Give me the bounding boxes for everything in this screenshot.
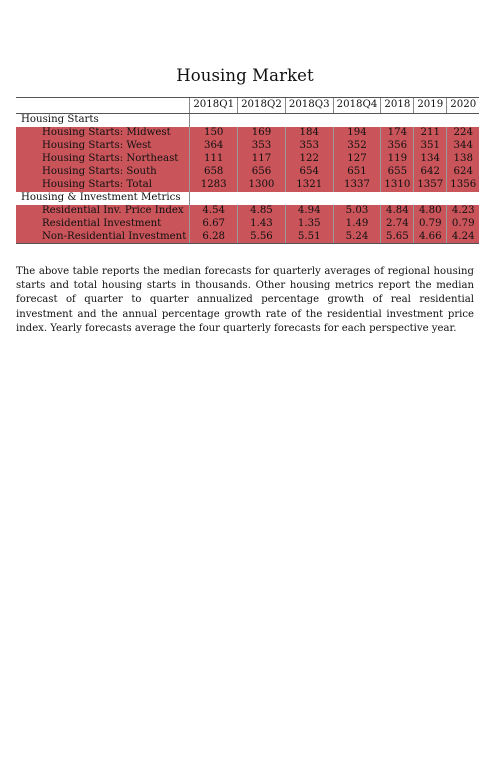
- group-row: [16, 114, 479, 127]
- table-cell: 655: [381, 166, 414, 179]
- column-header: 2018Q4: [333, 98, 381, 114]
- table-cell: 4.94: [285, 205, 333, 218]
- group-label: Housing Starts: [16, 114, 190, 127]
- table-cell: 4.84: [381, 205, 414, 218]
- table-cell: 1357: [414, 179, 447, 192]
- table-row: [16, 179, 479, 192]
- table-cell: 127: [333, 153, 381, 166]
- row-label: Housing Starts: Midwest: [16, 127, 190, 140]
- table-body: [16, 114, 479, 244]
- table-cell: 169: [238, 127, 286, 140]
- table-cell: 174: [381, 127, 414, 140]
- table-title: Housing Market: [176, 66, 314, 85]
- table-cell: 1310: [381, 179, 414, 192]
- table-cell: 4.23: [447, 205, 479, 218]
- table-cell: 356: [381, 140, 414, 153]
- table-cell: 134: [414, 153, 447, 166]
- table-row: [16, 140, 479, 153]
- table-cell: 1321: [285, 179, 333, 192]
- table-cell: 4.85: [238, 205, 286, 218]
- row-label: Housing Starts: West: [16, 140, 190, 153]
- group-label: Housing & Investment Metrics: [16, 192, 190, 205]
- table-cell: 2.74: [381, 218, 414, 231]
- table-cell: 1283: [190, 179, 238, 192]
- table-cell: 6.67: [190, 218, 238, 231]
- table-cell: 1337: [333, 179, 381, 192]
- table-cell: 654: [285, 166, 333, 179]
- table-cell: 1300: [238, 179, 286, 192]
- column-header: 2019: [414, 98, 447, 114]
- table-cell: 353: [238, 140, 286, 153]
- table-row: [16, 231, 479, 244]
- table-cell: 353: [285, 140, 333, 153]
- table-row: [16, 218, 479, 231]
- header-row: [16, 98, 479, 114]
- table-cell: 150: [190, 127, 238, 140]
- table-cell: 5.03: [333, 205, 381, 218]
- table-cell: 119: [381, 153, 414, 166]
- table-cell: 1.49: [333, 218, 381, 231]
- table-cell: 364: [190, 140, 238, 153]
- group-row: [16, 192, 479, 205]
- table-cell: 111: [190, 153, 238, 166]
- table-row: [16, 127, 479, 140]
- table-cell: 122: [285, 153, 333, 166]
- table-row: [16, 153, 479, 166]
- table-cell: 1.35: [285, 218, 333, 231]
- table-caption: The above table reports the median forecasts for quarterly averages of regional housing starts and total housing starts in thousands. Other housing metrics report the median forecast of quarter to quarter annualized percentage growth of real residential investment and the annual percentage growth rate of the residential investment price index. Yearly forecasts average the four quarterly forecasts for each perspective year.: [16, 266, 474, 334]
- row-label: Residential Investment: [16, 218, 190, 231]
- table-cell: 5.51: [285, 231, 333, 244]
- table-cell: 138: [447, 153, 479, 166]
- table-cell: 1356: [447, 179, 479, 192]
- column-header: 2018Q2: [238, 98, 286, 114]
- housing-forecast-table: [16, 97, 479, 244]
- table-cell: 4.24: [447, 231, 479, 244]
- table-cell: 0.79: [447, 218, 479, 231]
- table-cell: 351: [414, 140, 447, 153]
- table-cell: 624: [447, 166, 479, 179]
- row-label: Non-Residential Investment: [16, 231, 190, 244]
- table-cell: 4.80: [414, 205, 447, 218]
- table-cell: 117: [238, 153, 286, 166]
- table-cell: 4.66: [414, 231, 447, 244]
- table-cell: 211: [414, 127, 447, 140]
- table-cell: 5.56: [238, 231, 286, 244]
- table-cell: 6.28: [190, 231, 238, 244]
- table-cell: 5.65: [381, 231, 414, 244]
- table-row: [16, 205, 479, 218]
- table-cell: 224: [447, 127, 479, 140]
- group-spacer: [190, 114, 479, 127]
- column-header: 2018Q1: [190, 98, 238, 114]
- row-label: Housing Starts: Total: [16, 179, 190, 192]
- table-cell: 344: [447, 140, 479, 153]
- row-label: Residential Inv. Price Index: [16, 205, 190, 218]
- table-cell: 194: [333, 127, 381, 140]
- table-cell: 5.24: [333, 231, 381, 244]
- group-spacer: [190, 192, 479, 205]
- table-cell: 4.54: [190, 205, 238, 218]
- table-cell: 0.79: [414, 218, 447, 231]
- column-header: 2018Q3: [285, 98, 333, 114]
- stub-header: [16, 98, 190, 114]
- table-cell: 352: [333, 140, 381, 153]
- table-cell: 184: [285, 127, 333, 140]
- table-cell: 642: [414, 166, 447, 179]
- table-cell: 658: [190, 166, 238, 179]
- row-label: Housing Starts: Northeast: [16, 153, 190, 166]
- table-cell: 656: [238, 166, 286, 179]
- column-header: 2018: [381, 98, 414, 114]
- table-cell: 1.43: [238, 218, 286, 231]
- column-header: 2020: [447, 98, 479, 114]
- table-cell: 651: [333, 166, 381, 179]
- table-row: [16, 166, 479, 179]
- row-label: Housing Starts: South: [16, 166, 190, 179]
